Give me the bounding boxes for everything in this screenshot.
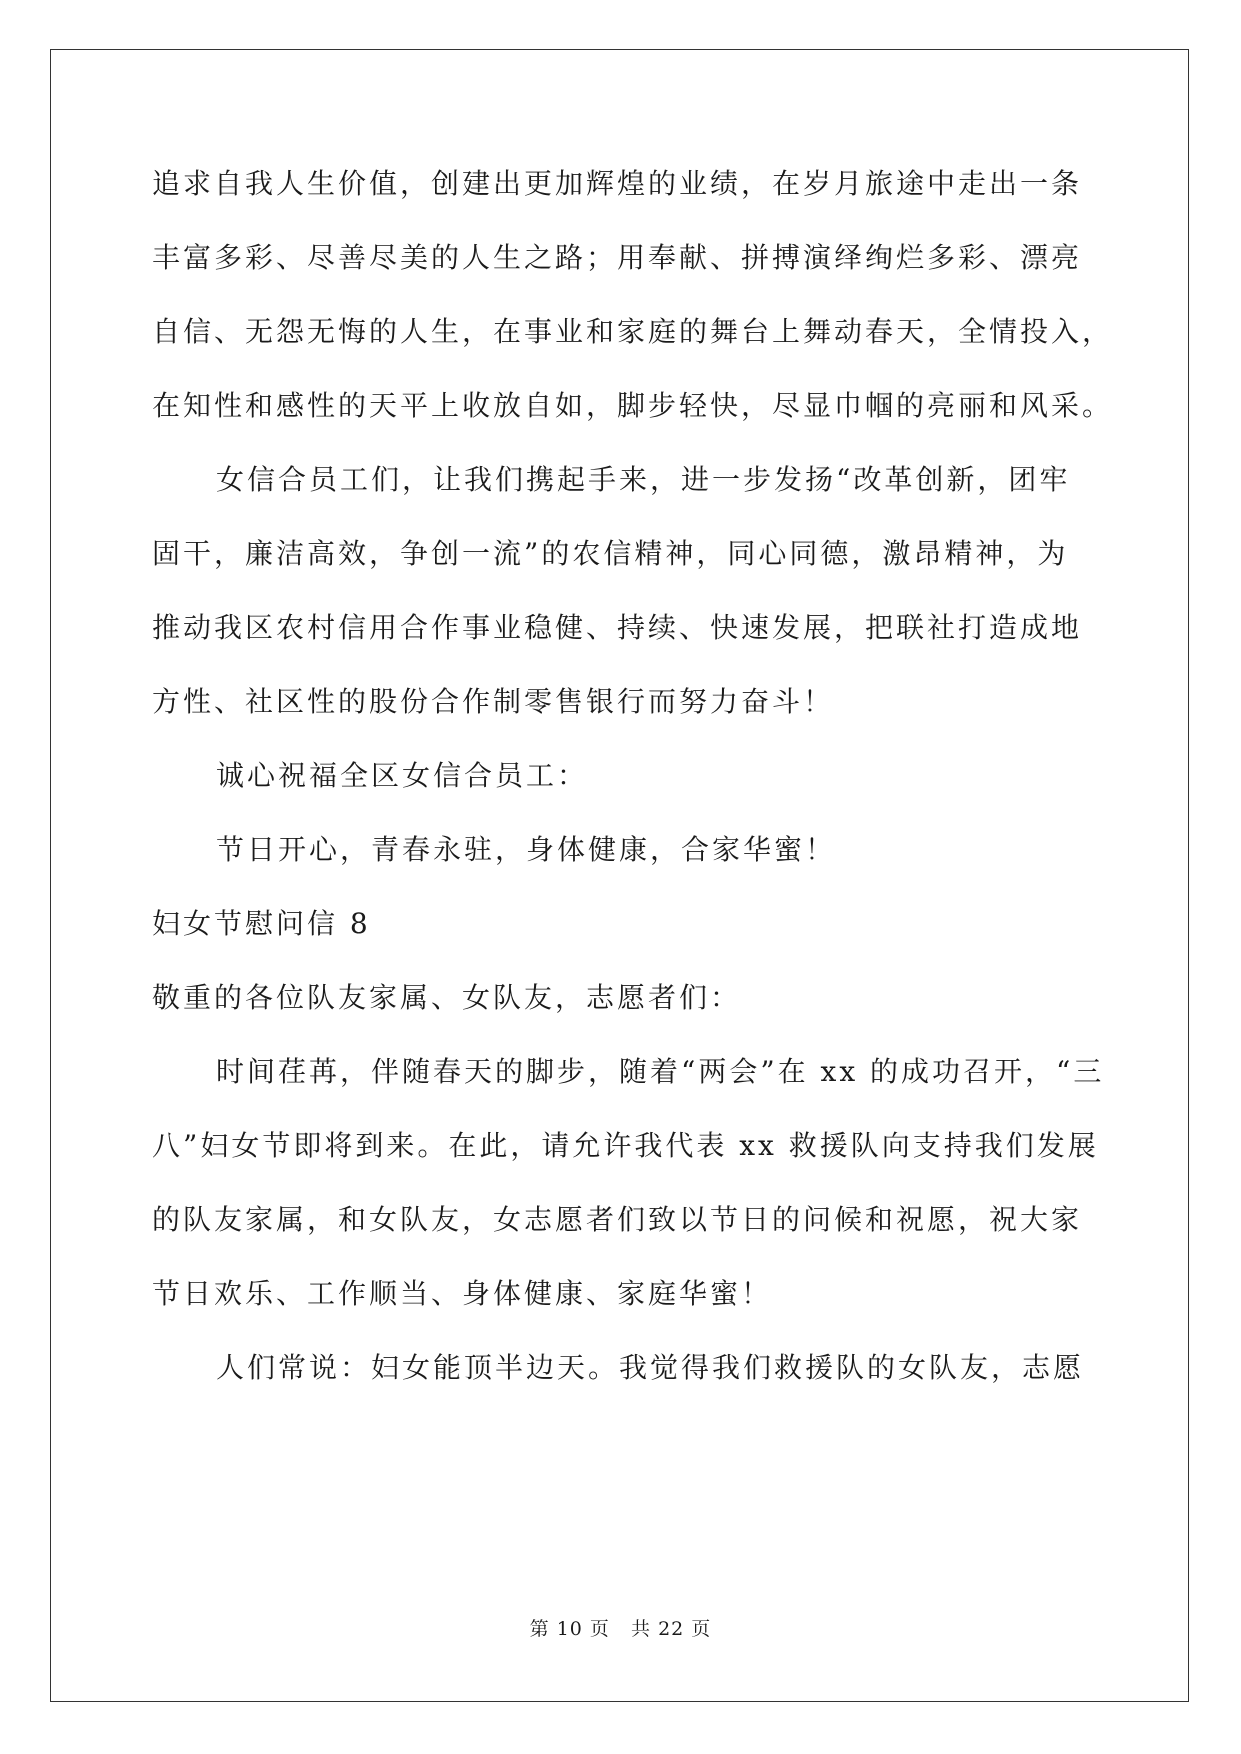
text-line-2: 丰富多彩、尽善尽美的人生之路；用奉献、拼搏演绎绚烂多彩、漂亮 bbox=[152, 241, 1083, 274]
page-border bbox=[50, 49, 1189, 1702]
text-line-7: 推动我区农村信用合作事业稳健、持续、快速发展，把联社打造成地 bbox=[152, 611, 1083, 644]
text-line-10: 节日开心，青春永驻，身体健康，合家华蜜！ bbox=[216, 833, 837, 866]
salutation: 敬重的各位队友家属、女队友，志愿者们： bbox=[152, 981, 742, 1014]
page-number-footer: 第 10 页 共 22 页 bbox=[529, 1618, 712, 1640]
text-line-17: 人们常说：妇女能顶半边天。我觉得我们救援队的女队友，志愿 bbox=[216, 1351, 1085, 1384]
text-line-14: 八”妇女节即将到来。在此，请允许我代表 xx 救援队向支持我们发展 bbox=[152, 1129, 1099, 1162]
text-line-4: 在知性和感性的天平上收放自如，脚步轻快，尽显巾帼的亮丽和风采。 bbox=[152, 389, 1114, 422]
text-line-8: 方性、社区性的股份合作制零售银行而努力奋斗！ bbox=[152, 685, 835, 718]
text-line-9: 诚心祝福全区女信合员工： bbox=[216, 759, 589, 792]
text-line-6: 固干，廉洁高效，争创一流”的农信精神，同心同德，激昂精神，为 bbox=[152, 537, 1069, 570]
text-line-13: 时间荏苒，伴随春天的脚步，随着“两会”在 xx 的成功召开，“三 bbox=[216, 1055, 1105, 1088]
text-line-15: 的队友家属，和女队友，女志愿者们致以节日的问候和祝愿，祝大家 bbox=[152, 1203, 1083, 1236]
section-heading: 妇女节慰问信 8 bbox=[152, 907, 371, 940]
text-line-16: 节日欢乐、工作顺当、身体健康、家庭华蜜！ bbox=[152, 1277, 773, 1310]
text-line-5: 女信合员工们，让我们携起手来，进一步发扬“改革创新，团牢 bbox=[216, 463, 1071, 496]
text-line-1: 追求自我人生价值，创建出更加辉煌的业绩，在岁月旅途中走出一条 bbox=[152, 167, 1083, 200]
text-line-3: 自信、无怨无悔的人生，在事业和家庭的舞台上舞动春天，全情投入， bbox=[152, 315, 1114, 348]
